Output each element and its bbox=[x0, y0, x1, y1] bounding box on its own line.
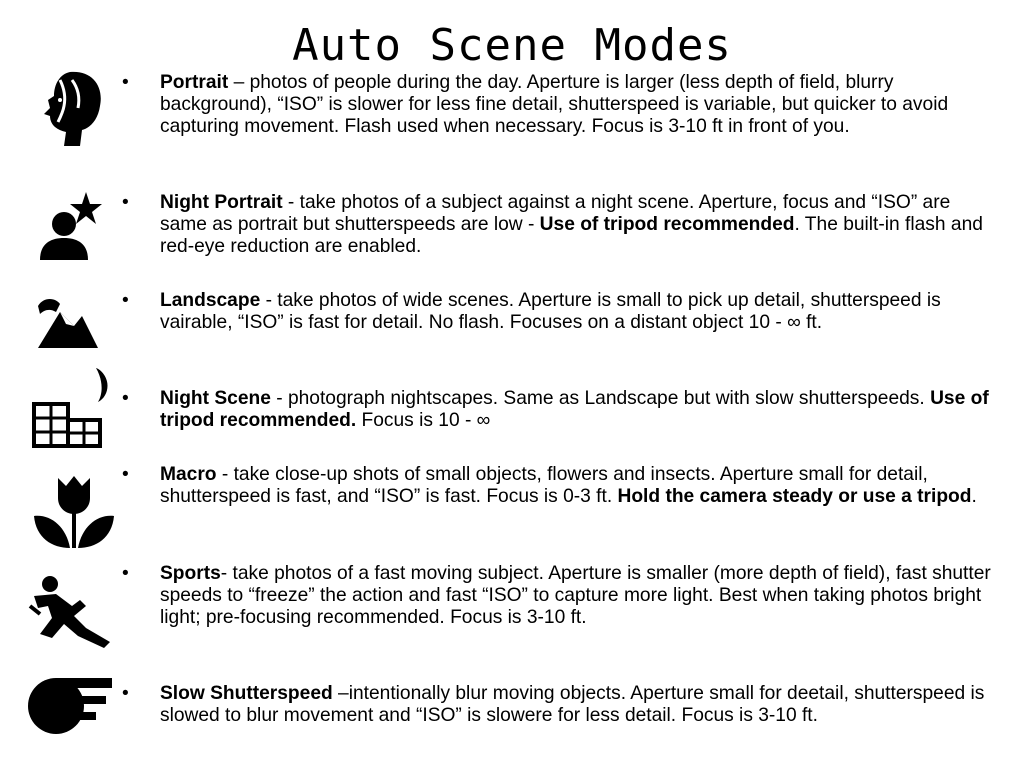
item-text bbox=[160, 192, 998, 258]
night-portrait-icon bbox=[20, 182, 116, 272]
mode-description-end: . The built-in flash and red-eye reduction are enabled. bbox=[160, 214, 983, 257]
mode-name: Portrait bbox=[160, 72, 229, 93]
mode-description: - take photos of wide scenes. Aperture is small to pick up detail, shutterspeed is vairable, “ISO” is fast for detail. No flash. Focuses on a distant object 10 - ∞ ft. bbox=[160, 290, 941, 333]
mode-description: - take photos of a subject against a night scene. Aperture, focus and “ISO” are same as portrait but shutterspeeds are low - bbox=[160, 192, 951, 235]
mode-description-end: . bbox=[971, 486, 977, 507]
mode-description: - take close-up shots of small objects, flowers and insects. Aperture small for detail, shutterspeed is fast, and “ISO” is fast. Focus is 0-3 ft. bbox=[160, 464, 928, 507]
mode-emphasis: Hold the camera steady or use a tripod bbox=[617, 486, 972, 507]
sports-icon bbox=[20, 566, 116, 656]
mode-description: - photograph nightscapes. Same as Landscape but with slow shutterspeeds. bbox=[270, 388, 931, 409]
macro-icon bbox=[20, 468, 116, 558]
mode-description: - take photos of a fast moving subject. Aperture is smaller (more depth of field), fast shutter speeds to “freeze” the action and fast “ISO” to capture more light. Best when taking photos bright light; pre-focusing recommended. Focus is 3-10 ft. bbox=[160, 563, 991, 628]
mode-name: Macro bbox=[160, 464, 217, 485]
bullet: • bbox=[122, 464, 129, 485]
mode-emphasis: Use of tripod recommended bbox=[539, 214, 795, 235]
mode-description-end: Focus is 10 - ∞ bbox=[356, 410, 491, 431]
item-text bbox=[160, 683, 998, 727]
item-text bbox=[160, 388, 998, 432]
portrait-icon bbox=[20, 66, 116, 156]
mode-name: Slow Shutterspeed bbox=[160, 683, 333, 704]
night-scene-icon bbox=[20, 362, 116, 452]
bullet: • bbox=[122, 72, 129, 93]
bullet: • bbox=[122, 388, 129, 409]
landscape-icon bbox=[20, 282, 116, 372]
mode-description: – photos of people during the day. Aperture is larger (less depth of field, blurry background), “ISO” is slower for less fine detail, shutterspeed is variable, but quicker to avoid capturing movement. Flash used when necessary. Focus is 3-10 ft in front of you. bbox=[160, 72, 949, 137]
mode-name: Sports bbox=[160, 563, 221, 584]
slow-shutter-icon bbox=[20, 668, 116, 758]
mode-name: Landscape bbox=[160, 290, 261, 311]
mode-name: Night Scene bbox=[160, 388, 271, 409]
item-text bbox=[160, 563, 998, 629]
bullet: • bbox=[122, 563, 129, 584]
item-text bbox=[160, 464, 998, 508]
item-text bbox=[160, 290, 998, 334]
mode-description: –intentionally blur moving objects. Aperture small for deetail, shutterspeed is slowed to blur movement and “ISO” is slowere for less detail. Focus is 3-10 ft. bbox=[160, 683, 985, 726]
bullet: • bbox=[122, 192, 129, 213]
mode-emphasis: Use of tripod recommended. bbox=[160, 388, 989, 431]
bullet: • bbox=[122, 683, 129, 704]
page-title: Auto Scene Modes bbox=[292, 20, 732, 71]
mode-name: Night Portrait bbox=[160, 192, 283, 213]
item-text bbox=[160, 72, 998, 138]
bullet: • bbox=[122, 290, 129, 311]
